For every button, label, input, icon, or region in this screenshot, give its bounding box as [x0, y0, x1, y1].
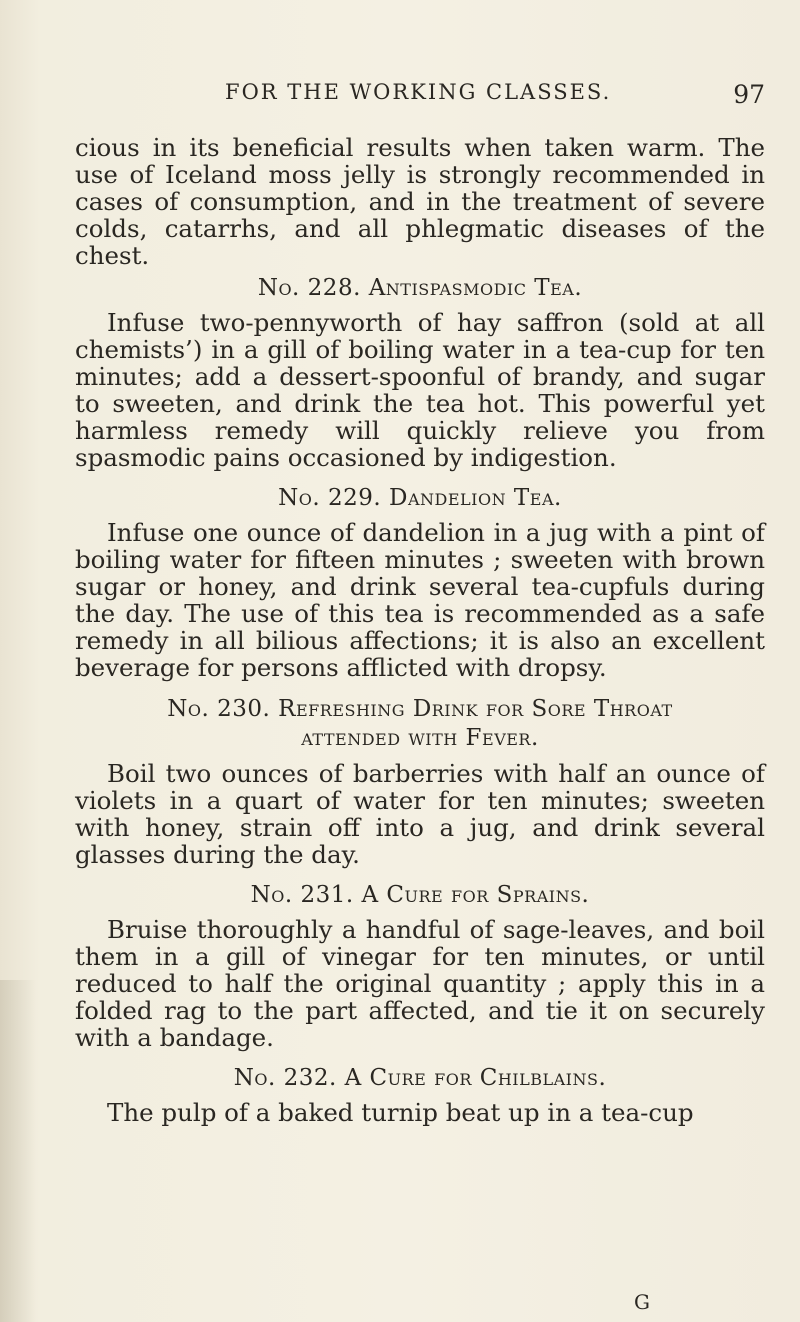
running-title: FOR THE WORKING CLASSES. [225, 80, 612, 104]
recipe-heading: No. 231. A Cure for Sprains. [250, 882, 590, 908]
recipe-text: Infuse two-pennyworth of hay saffron (sold at all chemists’) in a gill of boiling water in a tea-cup for ten minutes; add a dessert-spoonful of brandy, and sugar to sweeten, and drink the tea hot. This powerful yet harmless remedy will quickly relieve you from spasmodic pains occasioned by indigestion. [75, 308, 765, 472]
page-shadow [0, 980, 36, 1322]
page-number: 97 [733, 80, 765, 109]
recipe-heading: No. 232. A Cure for Chilblains. [233, 1065, 607, 1091]
recipe-text: Infuse one ounce of dandelion in a jug with a pint of boiling water for fifteen minutes ; sweeten with brown sugar or honey, and drink several tea-cupfuls during the day. The use of this tea is recommended as a safe remedy in all bilious affections; it is also an excellent beverage for persons afflicted with dropsy. [75, 518, 765, 682]
recipe-heading: No. 228. Antispasmodic Tea. [257, 275, 583, 301]
intro-paragraph: cious in its beneficial results when taken warm. The use of Iceland moss jelly is strongly recommended in cases of consumption, and in the treatment of severe colds, catarrhs, and all phlegmatic diseases of the chest. [75, 133, 765, 270]
recipe-text: Boil two ounces of barberries with half an ounce of violets in a quart of water for ten minutes; sweeten with honey, strain off into a jug, and drink several glasses during the day. [75, 759, 765, 869]
recipe-text: The pulp of a baked turnip beat up in a tea-cup [107, 1098, 694, 1127]
signature-mark: G [634, 1290, 650, 1314]
body-text [75, 134, 765, 1126]
recipe-heading: No. 230. Refreshing Drink for Sore Throat attended with Fever. [167, 696, 673, 751]
recipe-text: Bruise thoroughly a handful of sage-leaves, and boil them in a gill of vinegar for ten minutes, or until reduced to half the original quantity ; apply this in a folded rag to the part affected, and tie it on securely with a bandage. [75, 915, 765, 1052]
recipe-heading: No. 229. Dandelion Tea. [278, 485, 562, 511]
running-header [225, 80, 765, 109]
